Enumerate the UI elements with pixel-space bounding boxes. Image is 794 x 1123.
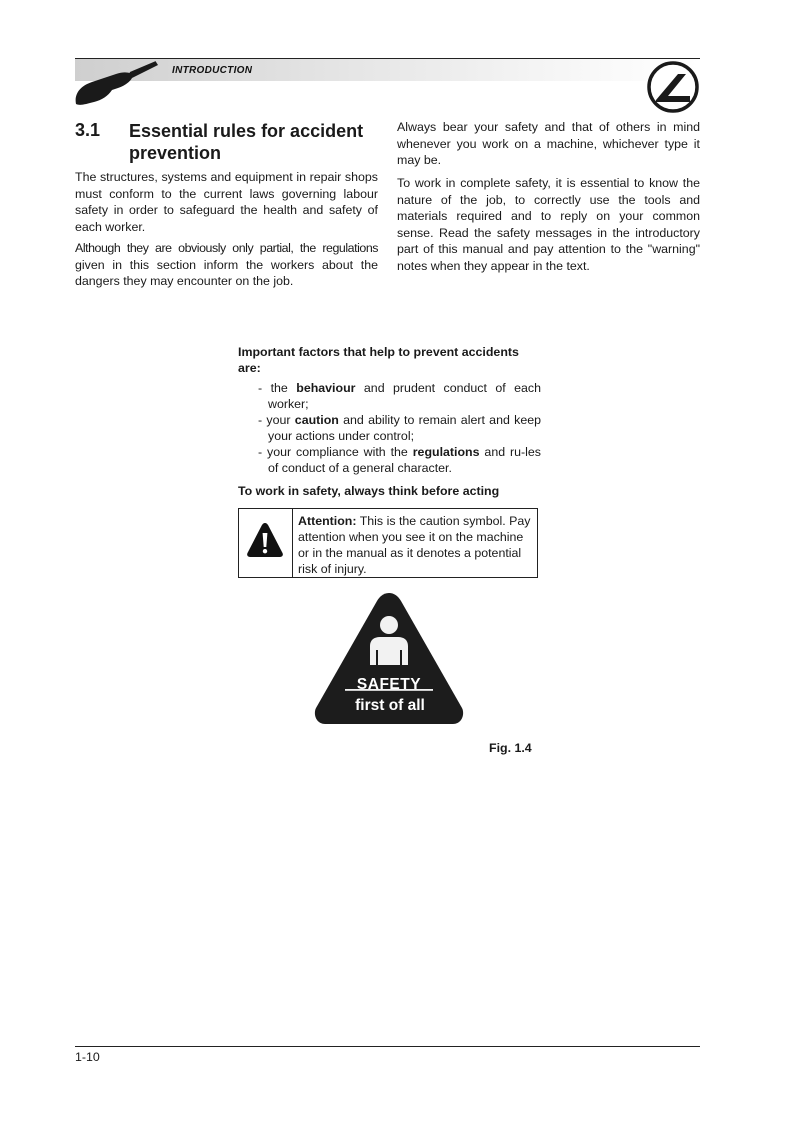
left-paragraph-2-rest: given in this section inform the workers about the dangers they may encounter on the job.	[75, 257, 378, 288]
list-item-prefix: - your	[258, 413, 295, 427]
list-item	[258, 412, 541, 444]
warning-text	[298, 513, 534, 577]
list-item-suffix: and prudent conduct of each worker;	[268, 381, 541, 411]
list-item-keyword: caution	[294, 413, 339, 427]
warning-label: Attention:	[298, 514, 357, 528]
safety-sign-line-2: first of all	[355, 697, 425, 714]
list-item-prefix: - the	[258, 381, 297, 395]
list-item	[258, 380, 541, 412]
left-paragraph-2-line-1: Although they are obviously only partial, the regulations	[75, 241, 378, 255]
list-item-suffix: and ru-les of conduct of a general character.	[268, 445, 541, 475]
list-item-keyword: behaviour	[296, 381, 356, 395]
page-number: 1-10	[75, 1050, 100, 1064]
section-title: Essential rules for accident prevention	[129, 121, 364, 163]
warning-icon-cell	[239, 509, 293, 577]
list-item-suffix: and ability to remain alert and keep your actions under control;	[268, 413, 541, 443]
left-paragraph-2	[75, 240, 378, 290]
header-title: INTRODUCTION	[172, 65, 253, 76]
safety-sign-line-1: SAFETY	[356, 676, 422, 693]
warning-triangle-icon	[245, 520, 285, 560]
warning-box	[238, 508, 538, 578]
footer-rule	[75, 1046, 700, 1047]
warning-body: This is the caution symbol. Pay attention when you see it on the machine or in the manual as it denotes a potential risk of injury.	[298, 514, 531, 576]
factors-list	[258, 380, 541, 476]
left-paragraph-1: The structures, systems and equipment in repair shops must conform to the current laws governing labour safety in order to safeguard the health and safety of each worker.	[75, 170, 378, 234]
pointing-hand-icon	[72, 60, 162, 108]
factors-title: Important factors that help to prevent accidents are:	[238, 345, 519, 375]
list-item-keyword: regulations	[412, 445, 480, 459]
header-bar	[75, 58, 700, 81]
right-paragraph-2: To work in complete safety, it is essential to know the nature of the job, to correctly use the tools and materials required and to reply on your common sense. Read the safety messages in the introductory part of this manual and pay attention to the "warning" notes when they appear in the text.	[397, 176, 700, 273]
list-item	[258, 444, 541, 476]
section-number: 3.1	[75, 120, 101, 140]
list-item-prefix: - your compliance with the	[258, 445, 413, 459]
figure-caption: Fig. 1.4	[489, 741, 532, 755]
think-before-acting-text: To work in safety, always think before acting	[238, 484, 500, 498]
right-paragraph-1: Always bear your safety and that of others in mind whenever you work on a machine, whichever type it may be.	[397, 120, 700, 167]
brand-logo-icon	[646, 60, 700, 114]
